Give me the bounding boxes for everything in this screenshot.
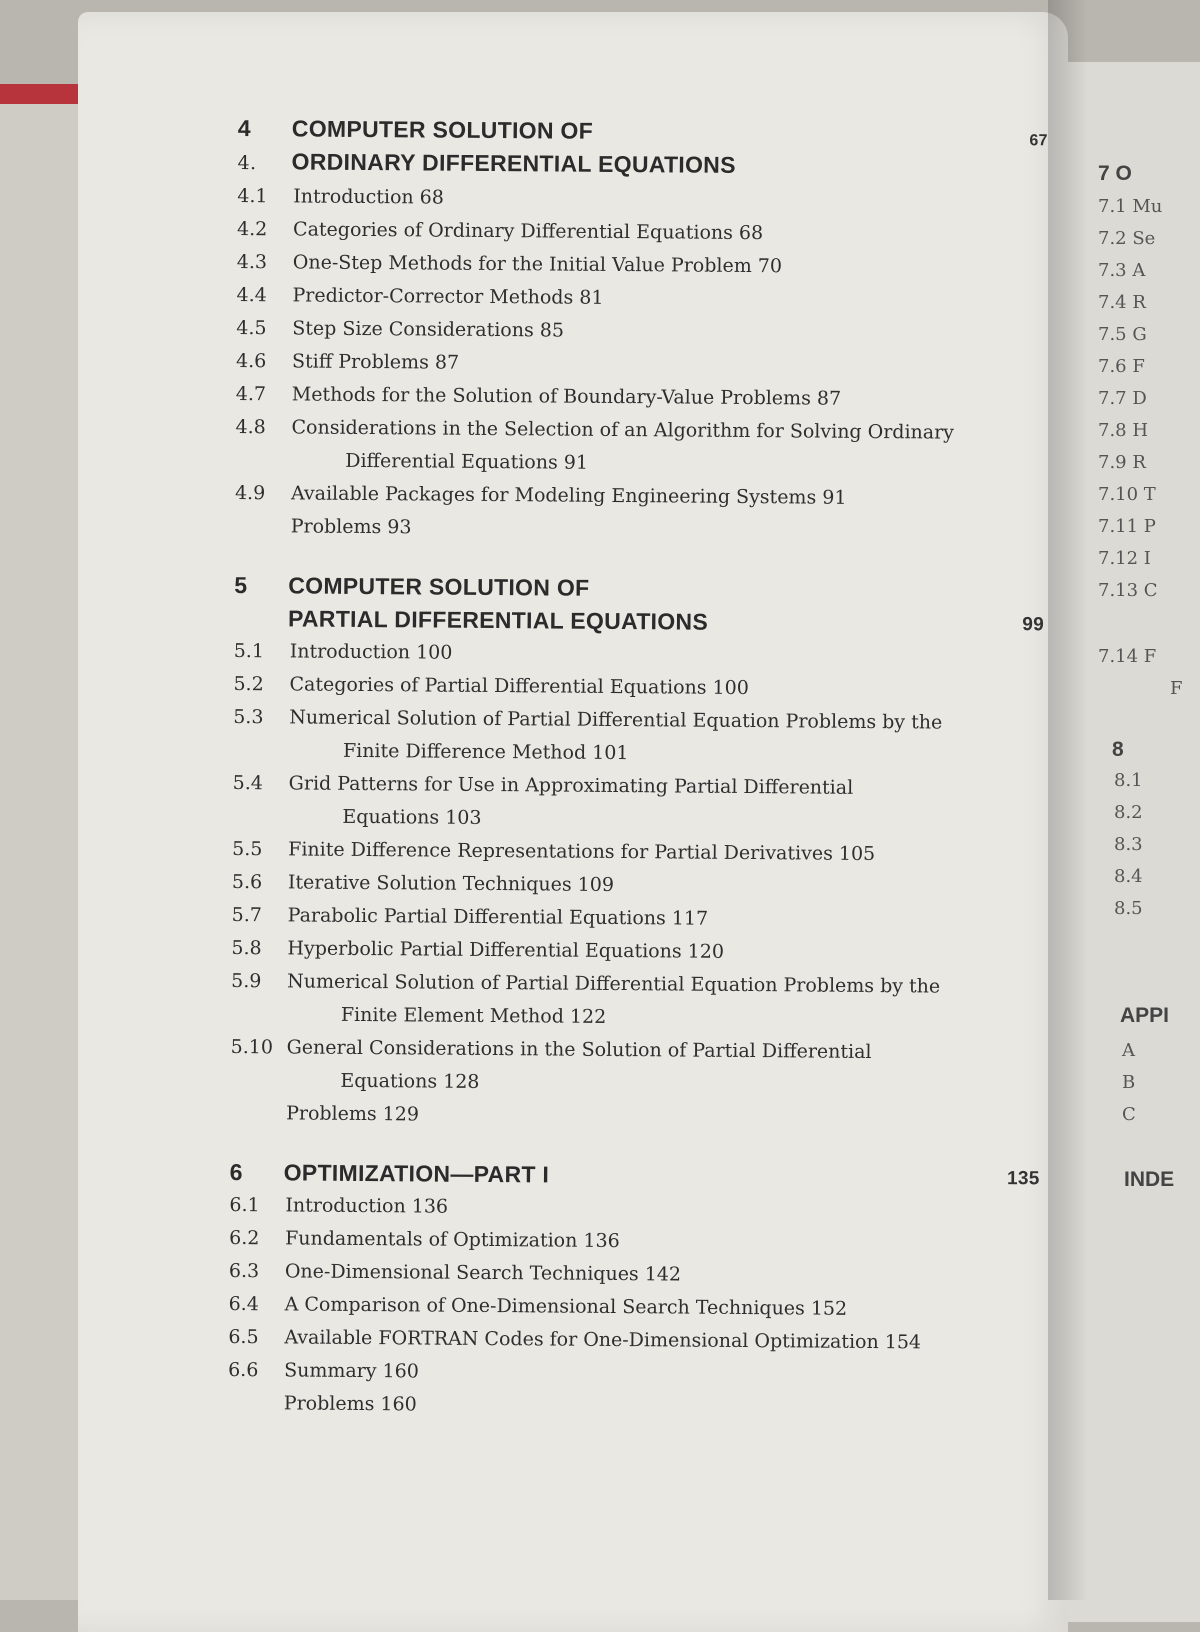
facing-entry: 7.6 F	[1098, 356, 1145, 377]
facing-chapter7-heading: 7 O	[1098, 162, 1132, 186]
entry-title: Available FORTRAN Codes for One-Dimensional Optimization 154	[284, 1321, 1038, 1360]
entry-number: 6.4	[229, 1288, 285, 1321]
toc-entry	[235, 411, 1045, 483]
entry-title: Introduction 100	[290, 635, 1044, 674]
facing-entry: 7.12 I	[1098, 548, 1151, 569]
entry-title-line1: Considerations in the Selection of an Algorithm for Solving Ordinary	[291, 416, 954, 443]
entry-title: Introduction 68	[293, 180, 1047, 219]
facing-entry: 7.1 Mu	[1098, 196, 1162, 217]
entry-number: 5.6	[232, 866, 288, 899]
entry-title-continuation: Differential Equations 91	[291, 444, 1045, 483]
entry-title: Summary 160	[284, 1354, 1038, 1393]
entry-number: 5.2	[233, 668, 289, 701]
facing-entry: 7.7 D	[1098, 388, 1147, 409]
entry-title	[287, 965, 1041, 1037]
facing-appendix-heading: APPI	[1120, 1004, 1169, 1028]
entry-title: Predictor-Corrector Methods 81	[292, 279, 1046, 318]
facing-entry: 8.5	[1114, 898, 1143, 919]
facing-entry: 7.5 G	[1098, 324, 1147, 345]
entry-number: 6.3	[229, 1255, 285, 1288]
entry-number: 4.4	[236, 279, 292, 312]
book-red-edge	[0, 84, 78, 104]
entry-title-continuation: Equations 128	[286, 1064, 1040, 1103]
facing-entry: 8.3	[1114, 834, 1143, 855]
entry-title	[286, 1031, 1040, 1103]
chapter-6	[228, 1156, 1040, 1426]
entry-title-line1: Grid Patterns for Use in Approximating Partial Differential	[289, 772, 854, 798]
entry-number: 4.8	[235, 411, 291, 444]
chapter-page: 67	[1029, 124, 1048, 157]
entry-number: 6.6	[228, 1354, 284, 1387]
book-cover-left	[0, 104, 80, 1600]
facing-entry: 7.3 A	[1098, 260, 1145, 281]
facing-chapter8-heading: 8	[1112, 738, 1124, 762]
chapter-page: 99	[1022, 608, 1044, 641]
entry-title: Introduction 136	[285, 1189, 1039, 1228]
entry-number: 5.3	[233, 701, 289, 734]
entry-number: 4.6	[236, 345, 292, 378]
entry-number: 4.5	[236, 312, 292, 345]
entry-title-line1: Numerical Solution of Partial Differential Equation Problems by the	[287, 970, 940, 997]
facing-entry: 8.2	[1114, 802, 1143, 823]
entry-title-line1: Numerical Solution of Partial Differential Equation Problems by the	[289, 706, 942, 733]
entry-number: 4.1	[237, 180, 293, 213]
entry-number: 6.5	[228, 1321, 284, 1354]
entry-title-line1: General Considerations in the Solution of Partial Differential	[287, 1036, 872, 1063]
entry-title: Iterative Solution Techniques 109	[288, 866, 1042, 905]
problems-entry: Problems 93	[235, 510, 1045, 549]
entry-title: Hyperbolic Partial Differential Equations 120	[287, 932, 1041, 971]
facing-entry: B	[1122, 1072, 1135, 1093]
facing-entry: 7.2 Se	[1098, 228, 1155, 249]
entry-title	[288, 767, 1042, 839]
entry-title: Available Packages for Modeling Engineering Systems 91	[291, 477, 1045, 516]
chapter-number-repeat: 4.	[237, 147, 291, 180]
chapter-5	[230, 569, 1044, 1136]
entry-title: Finite Difference Representations for Partial Derivatives 105	[288, 833, 1042, 872]
facing-entry: 7.8 H	[1098, 420, 1148, 441]
entry-title: Methods for the Solution of Boundary-Value Problems 87	[292, 378, 1046, 417]
facing-entry: 7.4 R	[1098, 292, 1146, 313]
chapter-4	[235, 112, 1048, 549]
entry-title	[289, 701, 1043, 773]
entry-number: 4.3	[237, 246, 293, 279]
entry-title: Categories of Partial Differential Equations 100	[289, 668, 1043, 707]
chapter-number: 4	[238, 112, 292, 145]
entry-title: Categories of Ordinary Differential Equations 68	[293, 213, 1047, 252]
entry-number: 5.8	[231, 932, 287, 965]
facing-entry: 8.4	[1114, 866, 1143, 887]
chapter-title-line1: COMPUTER SOLUTION OF	[288, 569, 589, 604]
toc-entry	[233, 701, 1043, 773]
entry-title-continuation: Finite Difference Method 101	[289, 734, 1043, 773]
facing-entry: 8.1	[1114, 770, 1143, 791]
chapter-number: 6	[230, 1156, 284, 1189]
toc-entry	[232, 767, 1042, 839]
entry-number: 5.5	[232, 833, 288, 866]
chapter-title-line1: OPTIMIZATION—PART I	[284, 1156, 550, 1191]
entry-title: Fundamentals of Optimization 136	[285, 1222, 1039, 1261]
entry-title: Step Size Considerations 85	[292, 312, 1046, 351]
toc-entry	[231, 965, 1041, 1037]
entry-number: 5.7	[232, 899, 288, 932]
facing-entry: 7.14 F	[1098, 646, 1156, 667]
page-gutter-shadow	[1048, 0, 1088, 1600]
entry-number: 6.2	[229, 1222, 285, 1255]
chapter-title-line1: COMPUTER SOLUTION OF	[292, 112, 593, 147]
facing-entry: 7.11 P	[1098, 516, 1156, 537]
entry-title: One-Dimensional Search Techniques 142	[285, 1255, 1039, 1294]
entry-number: 4.7	[236, 378, 292, 411]
entry-title: Parabolic Partial Differential Equations 117	[288, 899, 1042, 938]
entry-number: 5.1	[234, 635, 290, 668]
entry-title: A Comparison of One-Dimensional Search Techniques 152	[285, 1288, 1039, 1327]
toc-entry	[230, 1031, 1040, 1103]
entry-number: 5.9	[231, 965, 287, 998]
facing-entry: A	[1122, 1040, 1135, 1061]
facing-entry: 7.10 T	[1098, 484, 1156, 505]
problems-entry: Problems 160	[228, 1387, 1038, 1426]
chapter-title-line2: ORDINARY DIFFERENTIAL EQUATIONS	[291, 145, 735, 181]
entry-number: 4.9	[235, 477, 291, 510]
chapter-number: 5	[234, 569, 288, 602]
entry-number: 5.10	[231, 1031, 287, 1064]
facing-entry: 7.13 C	[1098, 580, 1158, 601]
entry-title: One-Step Methods for the Initial Value Problem 70	[293, 246, 1047, 285]
entry-title	[291, 411, 1045, 483]
chapter-title-line2: PARTIAL DIFFERENTIAL EQUATIONS	[288, 602, 708, 638]
entry-title-continuation: Finite Element Method 122	[287, 998, 1041, 1037]
facing-entry: F	[1170, 678, 1183, 699]
entry-number: 5.4	[233, 767, 289, 800]
problems-entry: Problems 129	[230, 1097, 1040, 1136]
chapter-page: 135	[1007, 1162, 1040, 1195]
entry-number: 6.1	[229, 1189, 285, 1222]
facing-entry: 7.9 R	[1098, 452, 1146, 473]
entry-number: 4.2	[237, 213, 293, 246]
entry-title-continuation: Equations 103	[288, 800, 1042, 839]
facing-index-heading: INDE	[1124, 1168, 1174, 1192]
entry-title: Stiff Problems 87	[292, 345, 1046, 384]
facing-entry: C	[1122, 1104, 1136, 1125]
table-of-contents	[228, 112, 1048, 1426]
